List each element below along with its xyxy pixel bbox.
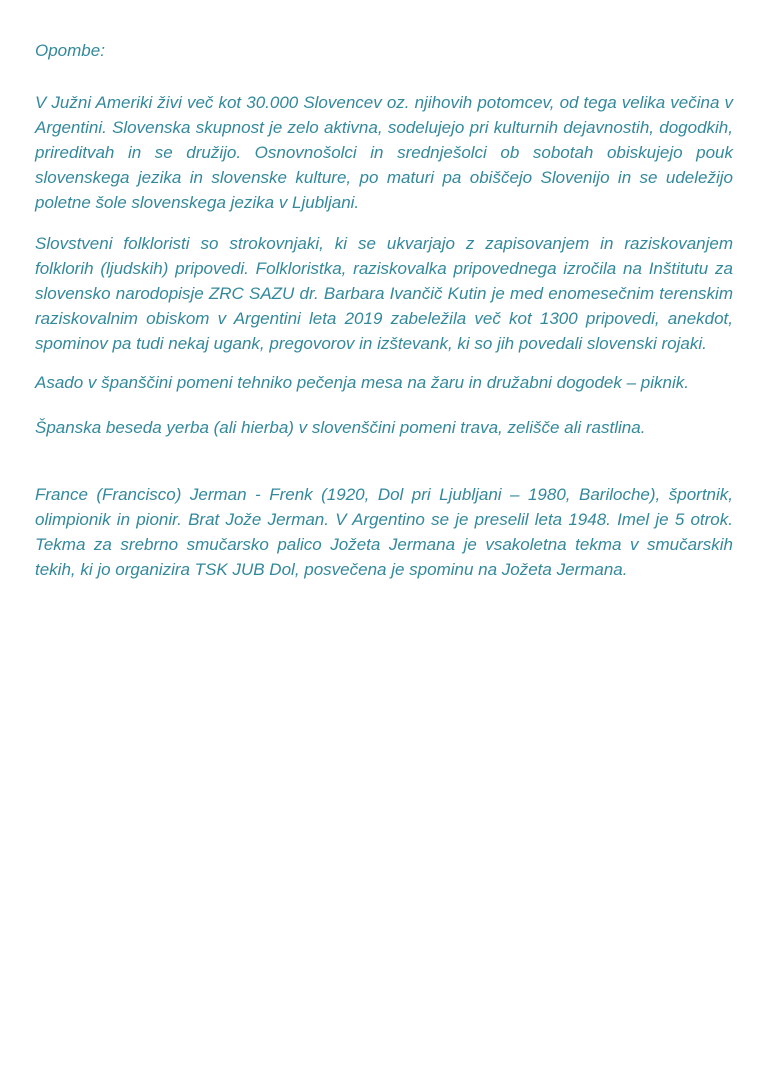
paragraph-yerba: Španska beseda yerba (ali hierba) v slovenščini pomeni trava, zelišče ali rastlina. [35,418,646,437]
paragraph-france-jerman: France (Francisco) Jerman - Frenk (1920, Dol pri Ljubljani – 1980, Bariloche), športnik, olimpionik in pionir. Brat Jože Jerman. V Argentino se je preselil leta 1948. Imel je 5 otrok. Tekma za srebrno smučarsko palico Jožeta Jermana je vsakoletna tekma v smučarskih tekih, ki jo organizira TSK JUB Dol, posvečena je spominu na Jožeta Jermana. [35,485,733,579]
notes-heading: Opombe: [35,41,105,60]
paragraph-asado: Asado v španščini pomeni tehniko pečenja mesa na žaru in družabni dogodek – piknik. [35,373,689,392]
paragraph-slovenians-south-america: V Južni Ameriki živi več kot 30.000 Slovencev oz. njihovih potomcev, od tega velika večina v Argentini. Slovenska skupnost je zelo aktivna, sodelujejo pri kulturnih dejavnostih, dogodkih, prireditvah in se družijo. Osnovnošolci in srednješolci ob sobotah obiskujejo pouk slovenskega jezika in slovenske kulture, po maturi pa obiščejo Slovenijo in se udeležijo poletne šole slovenskega jezika v Ljubljani. [35,93,733,212]
paragraph-folklorists: Slovstveni folkloristi so strokovnjaki, ki se ukvarjajo z zapisovanjem in raziskovanjem folklorih (ljudskih) pripovedi. Folkloristka, raziskovalka pripovednega izročila na Inštitutu za slovensko narodopisje ZRC SAZU dr. Barbara Ivančič Kutin je med enomesečnim terenskim raziskovalnim obiskom v Argentini leta 2019 zabeležila več kot 1300 pripovedi, anekdot, spominov pa tudi nekaj ugank, pregovorov in izštevank, ki so jih povedali slovenski rojaki. [35,234,733,353]
